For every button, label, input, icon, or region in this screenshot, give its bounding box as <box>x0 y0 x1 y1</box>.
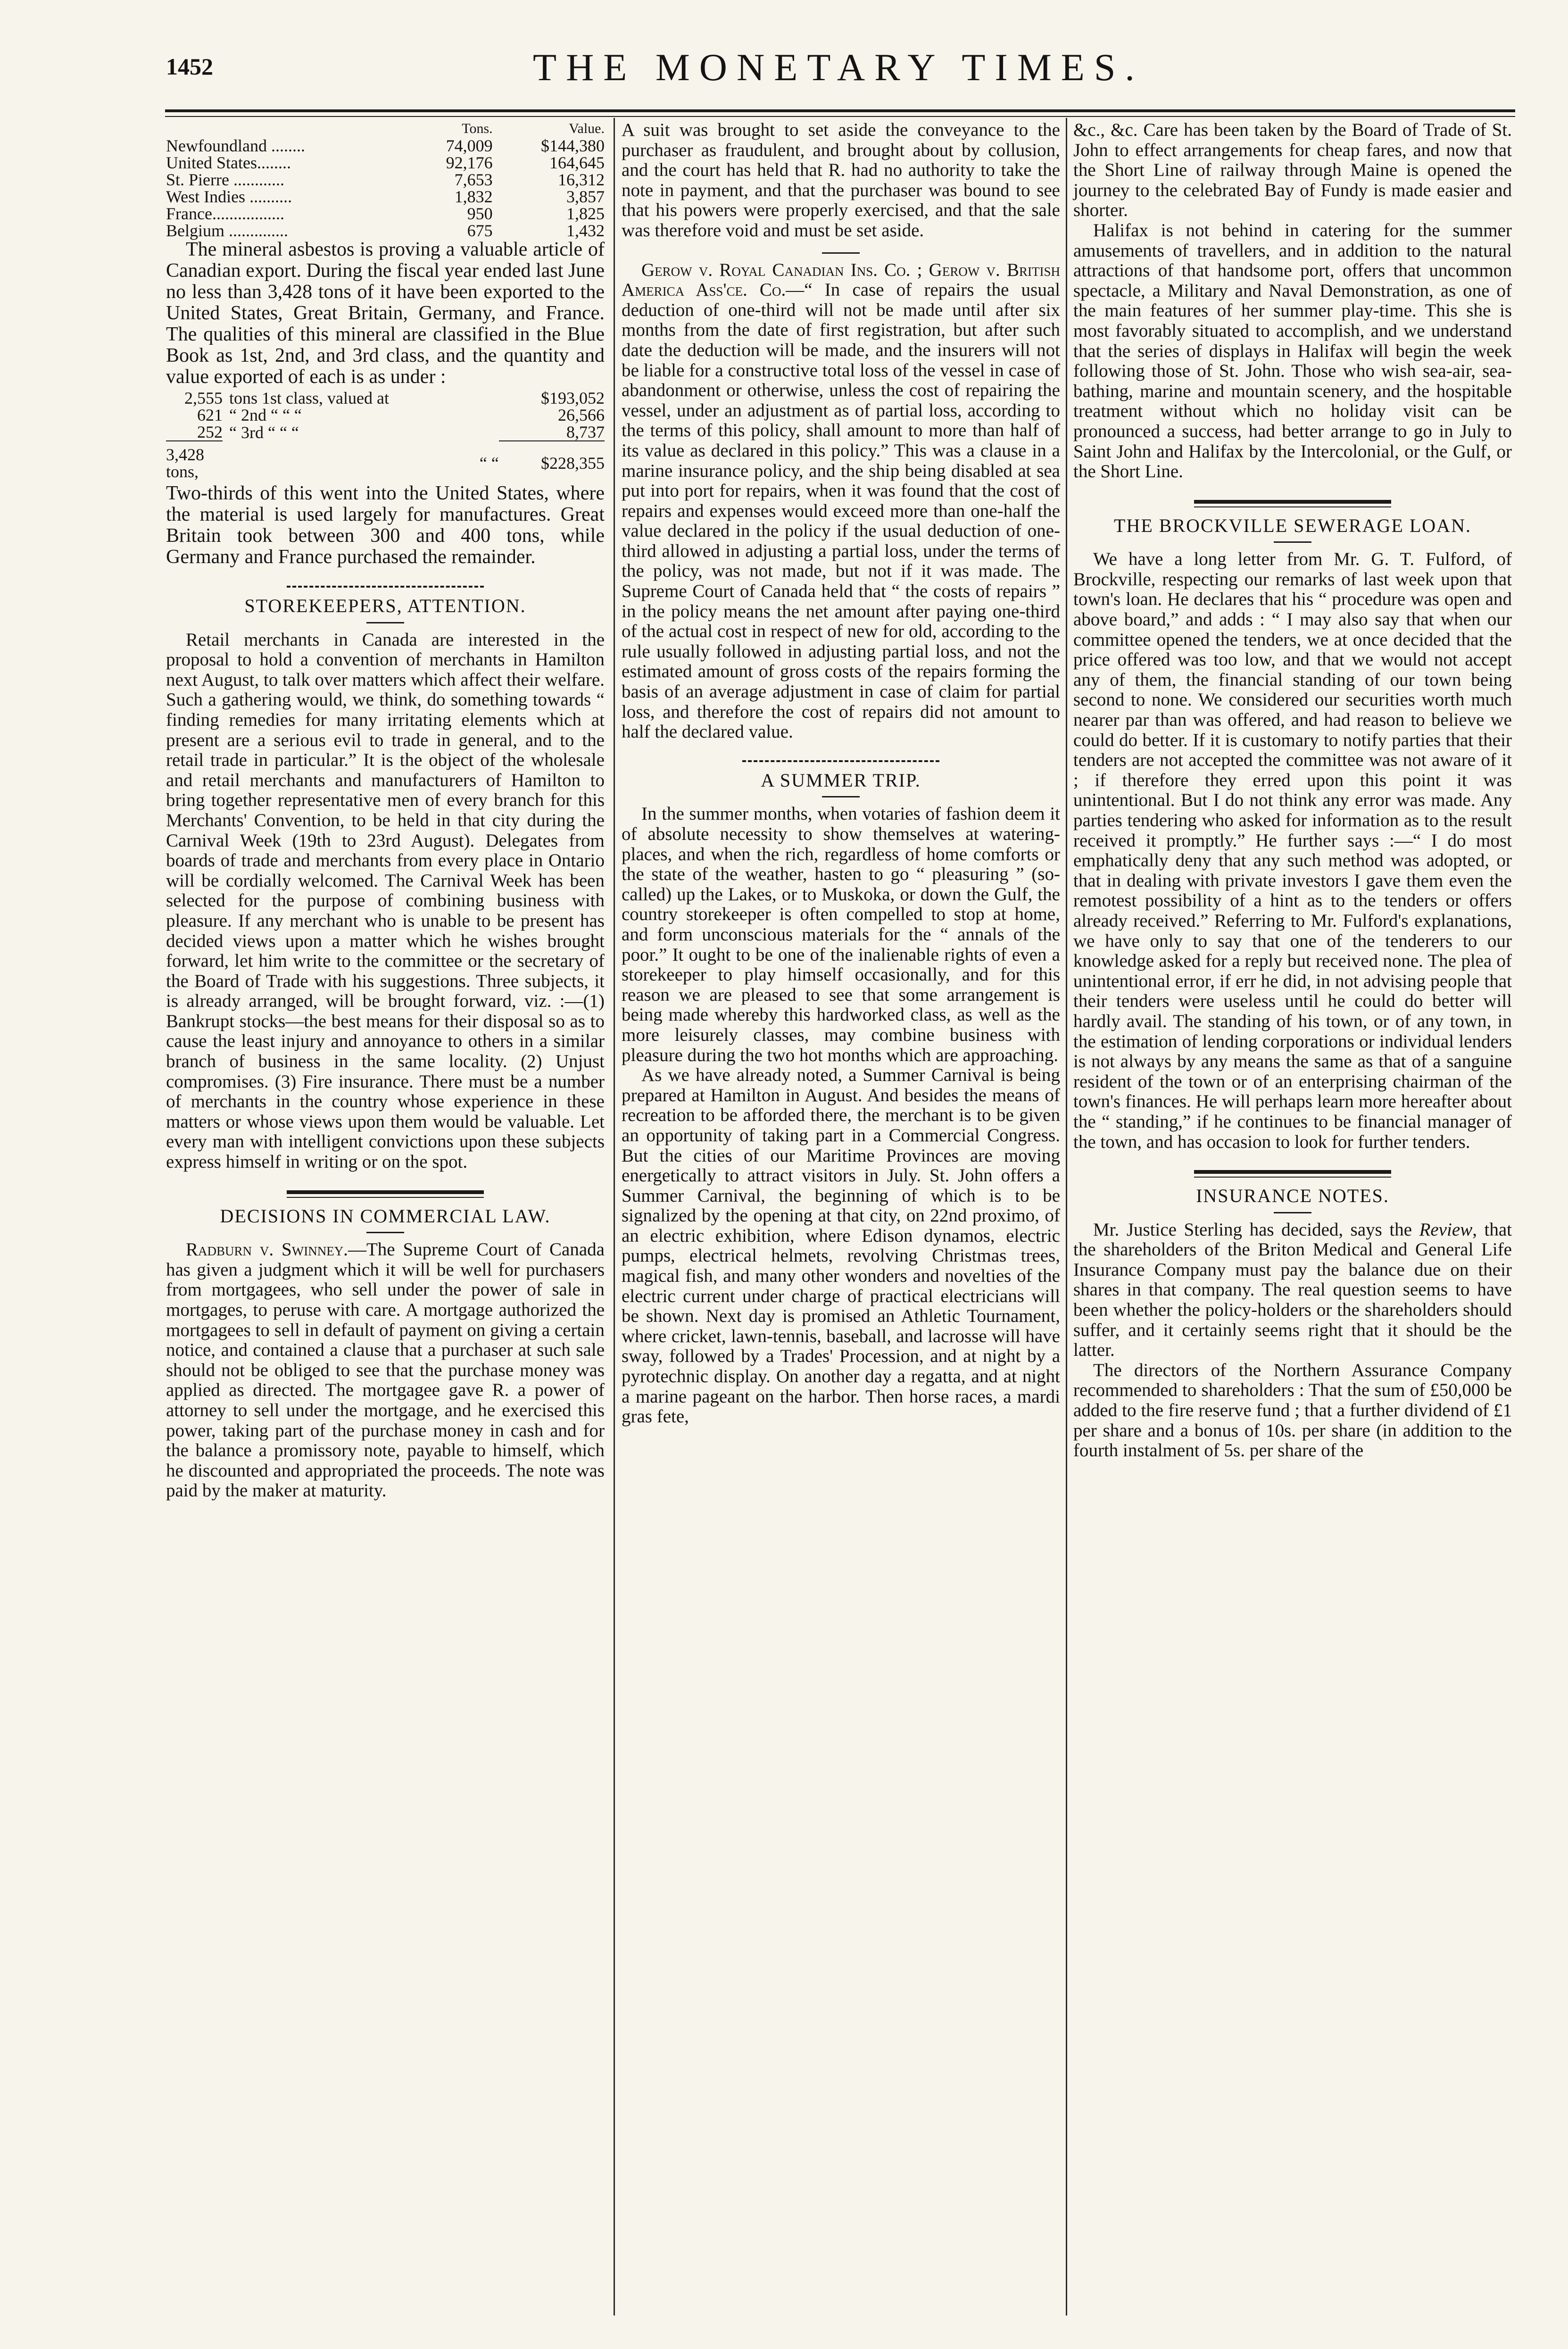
table-row: France................. 950 1,825 <box>166 204 605 223</box>
table-row: 252 “ 3rd “ “ “ 8,737 <box>197 423 605 442</box>
brockville-heading: THE BROCKVILLE SEWERAGE LOAN. <box>1114 515 1471 536</box>
masthead-rule-thin <box>165 116 1515 117</box>
case-separator <box>822 252 860 254</box>
asbestos-table <box>166 390 605 480</box>
case-body: —“ In case of repairs the usual deduction of one-third will not be made until after six months from the date of first registration, but after such date the deduction will be made, and the insurers will not be liable for a constructive total loss of the vessel in case of abandonment or otherwise, unless the cost of repairing the vessel, under an adjustment as of partial loss, according to the terms of this policy, shall amount to more than half of its value as declared in this policy.” This was a clause in a marine insurance policy, and the ship being disabled at sea put into port for repairs, when it was found that the cost of repairs and expenses would exceed more than one-half the value declared in the policy if the usual deduction of one-third allowed in adjusting a partial loss, under the terms of the policy, was not made, but not if it was made. The Supreme Court of Canada held that “ the costs of repairs ” in the policy means the net amount after paying one-third of the actual cost in respect of new for old, according to the rule usually followed in adjusting partial loss, and not the estimated amount of gross costs of the repairs forming the basis of an average adjustment in case of claim for partial loss, and therefore the cost of repairs did not amount to half the declared value. <box>622 280 1060 742</box>
table-row: West Indies .......... 1,832 3,857 <box>166 187 605 206</box>
exports-table <box>166 120 605 239</box>
masthead-title: THE MONETARY TIMES. <box>533 46 1144 89</box>
case-title: Radburn v. Swinney. <box>186 1239 348 1260</box>
table-row: 2,555 tons 1st class, valued at $193,052 <box>184 389 605 407</box>
table-row: United States........ 92,176 164,645 <box>166 153 605 172</box>
case-title: Gerow v. Royal Canadian Ins. Co. ; Gerow v. British America Ass'ce. Co. <box>622 259 1060 300</box>
section-divider <box>1194 1170 1392 1178</box>
summer-trip-p3: Halifax is not behind in catering for the summer amusements of travellers, and in addition to the natural attractions of that handsome port, offers that uncommon spectacle, a Military and Naval Demonstration, as one of the main features of her summer play-time. This she is most favorably situated to accomplish, and we understand that the series of displays in Halifax will begin the week following those of St. John. Those who wish sea-air, sea-bathing, marine and mountain scenery, and the hospitable treatment without which no holiday visit can be pronounced a success, had better arrange to go in July to Saint John and Halifax by the Intercolonial, or the Gulf, or the Short Line. <box>1073 220 1512 482</box>
heading-underline <box>366 1232 404 1233</box>
brockville-body: We have a long letter from Mr. G. T. Fulford, of Brockville, respecting our remarks of last week upon that town's loan. He declares that his “ procedure was open and above board,” and adds : “ I may also say that when our committee opened the tenders, we at once decided that the price offered was too low, and that we would not accept any of them, the financial standing of our town being second to none. We considered our securities worth much nearer par than was offered, and had reason to believe we could do better. If it is customary to notify parties that their tenders are not accepted the committee was not aware of it ; if therefore they erred upon this point it was unintentional. But I do not think any error was made. Any parties tendering who asked for information as to the result received it promptly.” He further says :—“ I do most emphatically deny that any such method was adopted, or that in dealing with private investors I gave them even the remotest possibility of a hint as to the tenders or offers already received.” Referring to Mr. Fulford's explanations, we have only to say that one of the tenderers to our knowledge asked for a reply but received none. The plea of unintentional error, if err he did, in not advising people that their tenders were useless until he could do better will hardly avail. The standing of his town, or of any town, in the estimation of lending corporations or individual lenders is not always by any means the same as that of a sanguine resident of the town or of an enterprising chairman of the town's finances. He will perhaps learn more hereafter about the “ standing,” if he continues to be financial manager of the town, and has occasion to look for further tenders. <box>1073 549 1512 1152</box>
decisions-heading: DECISIONS IN COMMERCIAL LAW. <box>220 1205 551 1227</box>
heading-underline <box>1274 1212 1311 1213</box>
page-number: 1452 <box>166 53 213 80</box>
heading-underline <box>822 796 860 797</box>
summer-trip-heading: A SUMMER TRIP. <box>761 769 921 791</box>
storekeepers-heading: STOREKEEPERS, ATTENTION. <box>244 595 526 616</box>
masthead-rule <box>165 109 1515 112</box>
summer-trip-p2-cont: &c., &c. Care has been taken by the Board of Trade of St. John to effect arrangements for cheap fares, and now that the Short Line of railway through Maine is opened the journey to the celebrated Bay of Fundy is made easier and shorter. <box>1073 120 1512 221</box>
case-radburn <box>166 1240 605 1501</box>
case-gerow <box>622 260 1060 742</box>
column-2 <box>622 120 1060 1427</box>
table-row: 3,428 tons, “ “ $228,355 <box>166 441 605 480</box>
tons-header: Tons. <box>462 121 493 136</box>
insurance-p2: The directors of the Northern Assurance Company recommended to shareholders : That the sum of £50,000 be added to the fire reserve fund ; that a further dividend of £1 per share and a bonus of 10s. per share (in addition to the fourth instalment of 5s. per share of the <box>1073 1360 1512 1461</box>
section-divider <box>1194 500 1392 507</box>
column-divider-1 <box>614 118 615 2316</box>
column-divider-2 <box>1066 118 1067 2316</box>
column-3 <box>1073 120 1512 1461</box>
asbestos-outro: Two-thirds of this went into the United States, where the material is used largely for manufactures. Great Britain took between 300 and 400 tons, while Germany and France purchased the remainder. <box>166 482 605 568</box>
column-1 <box>166 120 605 1501</box>
table-row: St. Pierre ............ 7,653 16,312 <box>166 170 605 189</box>
value-header: Value. <box>569 121 605 136</box>
table-row: Belgium .............. 675 1,432 <box>166 221 605 240</box>
heading-underline <box>366 622 404 623</box>
section-divider <box>287 1190 484 1198</box>
asbestos-intro: The mineral asbestos is proving a valuable article of Canadian export. During the fiscal year ended last June no less than 3,428 tons of it have been exported to the United States, Great Britain, Germany, and France. The qualities of this mineral are classified in the Blue Book as 1st, 2nd, and 3rd class, and the quantity and value exported of each is as under : <box>166 239 605 388</box>
table-row: Newfoundland ........ 74,009 $144,380 <box>166 136 605 155</box>
insurance-heading: INSURANCE NOTES. <box>1196 1185 1389 1207</box>
summer-trip-p2: As we have already noted, a Summer Carnival is being prepared at Hamilton in August. And besides the means of recreation to be afforded there, the merchant is to be given an opportunity of taking part in a Commercial Congress. But the cities of our Maritime Provinces are moving energetically to attract visitors in July. St. John offers a Summer Carnival, the beginning of which is to be signalized by the opening at that city, on 22nd proximo, of an electric exhibition, where Edison dynamos, electric pumps, electrical helmets, revolving Christmas trees, magical fish, and many other wonders and novelties of the electric current under charge of practical electricians will be shown. Next day is promised an Athletic Tournament, where cricket, lawn-tennis, baseball, and lacrosse will have sway, followed by a Trades' Procession, and at night by a pyrotechnic display. On another day a regatta, and at night a marine pageant on the harbor. Then horse races, a mardi gras fete, <box>622 1065 1060 1427</box>
case-radburn-cont: A suit was brought to set aside the conveyance to the purchaser as fraudulent, and brought about by collusion, and the court has held that R. had no authority to take the note in payment, and that the purchaser was bound to see that his powers were properly exercised, and that the sale was therefore void and must be set aside. <box>622 120 1060 241</box>
section-divider <box>742 760 940 762</box>
summer-trip-p1: In the summer months, when votaries of fashion deem it of absolute necessity to show themselves at watering-places, and when the rich, regardless of home comforts or the state of the weather, hasten to go “ pleasuring ” (so-called) up the Lakes, or to Muskoka, or down the Gulf, the country storekeeper is often compelled to stop at home, and form unconscious materials for the “ annals of the poor.” It ought to be one of the inalienable rights of even a storekeeper to play himself occasionally, and for this reason we are pleased to see that some arrangement is being made whereby this hardworked class, as well as the more leisurely classes, may combine business with pleasure during the two hot months which are approaching. <box>622 804 1060 1065</box>
review-italic: Review <box>1419 1219 1473 1240</box>
table-row: 621 “ 2nd “ “ “ 26,566 <box>197 406 605 424</box>
storekeepers-body: Retail merchants in Canada are interested in the proposal to hold a convention of merchants in Hamilton next August, to talk over matters which affect their welfare. Such a gathering would, we think, do something towards “ finding remedies for many irritating elements which at present are a serious evil to trade in general, and to the retail trade in particular.” It is the object of the wholesale and retail merchants and manufacturers of Hamilton to bring together representative men of every branch for this Merchants' Convention, to be held in that city during the Carnival Week (19th to 23rd August). Delegates from boards of trade and merchants from every place in Ontario will be cordially welcomed. The Carnival Week has been selected for the purpose of combining business with pleasure. If any merchant who is unable to be present has decided views upon a matter which he wishes brought forward, let him write to the committee or the secretary of the Board of Trade with his suggestions. Three subjects, it is already arranged, will be brought forward, viz. :—(1) Bankrupt stocks—the best means for their disposal so as to cause the least injury and annoyance to others in a similar branch of business in the same locality. (2) Unjust compromises. (3) Fire insurance. There must be a number of merchants in the country whose experience in these matters or whose views upon them would be valuable. Let every man with intelligent convictions upon these subjects express himself in writing or on the spot. <box>166 629 605 1172</box>
heading-underline <box>1274 541 1311 543</box>
insurance-p1: Mr. Justice Sterling has decided, says the Review, that the shareholders of the Briton Medical and General Life Insurance Company must pay the balance due on their shares in that company. The real question seems to have been whether the policy-holders or the shareholders should suffer, and it certainly seems right that it should be the latter. <box>1073 1219 1512 1361</box>
section-divider <box>287 586 484 588</box>
case-body: —The Supreme Court of Canada has given a judgment which it will be well for purchasers from mortgagees, who sell under the power of sale in mortgages, to peruse with care. A mortgage authorized the mortgagees to sell in default of payment on giving a certain notice, and contained a clause that a purchaser at such sale should not be obliged to see that the purchase money was applied as directed. The mortgagee gave R. a power of attorney to sell under the mortgage, and he exercised this power, taking part of the purchase money in cash and for the balance a promissory note, payable to himself, which he discounted and appropriated the proceeds. The note was paid by the maker at maturity. <box>166 1239 605 1501</box>
